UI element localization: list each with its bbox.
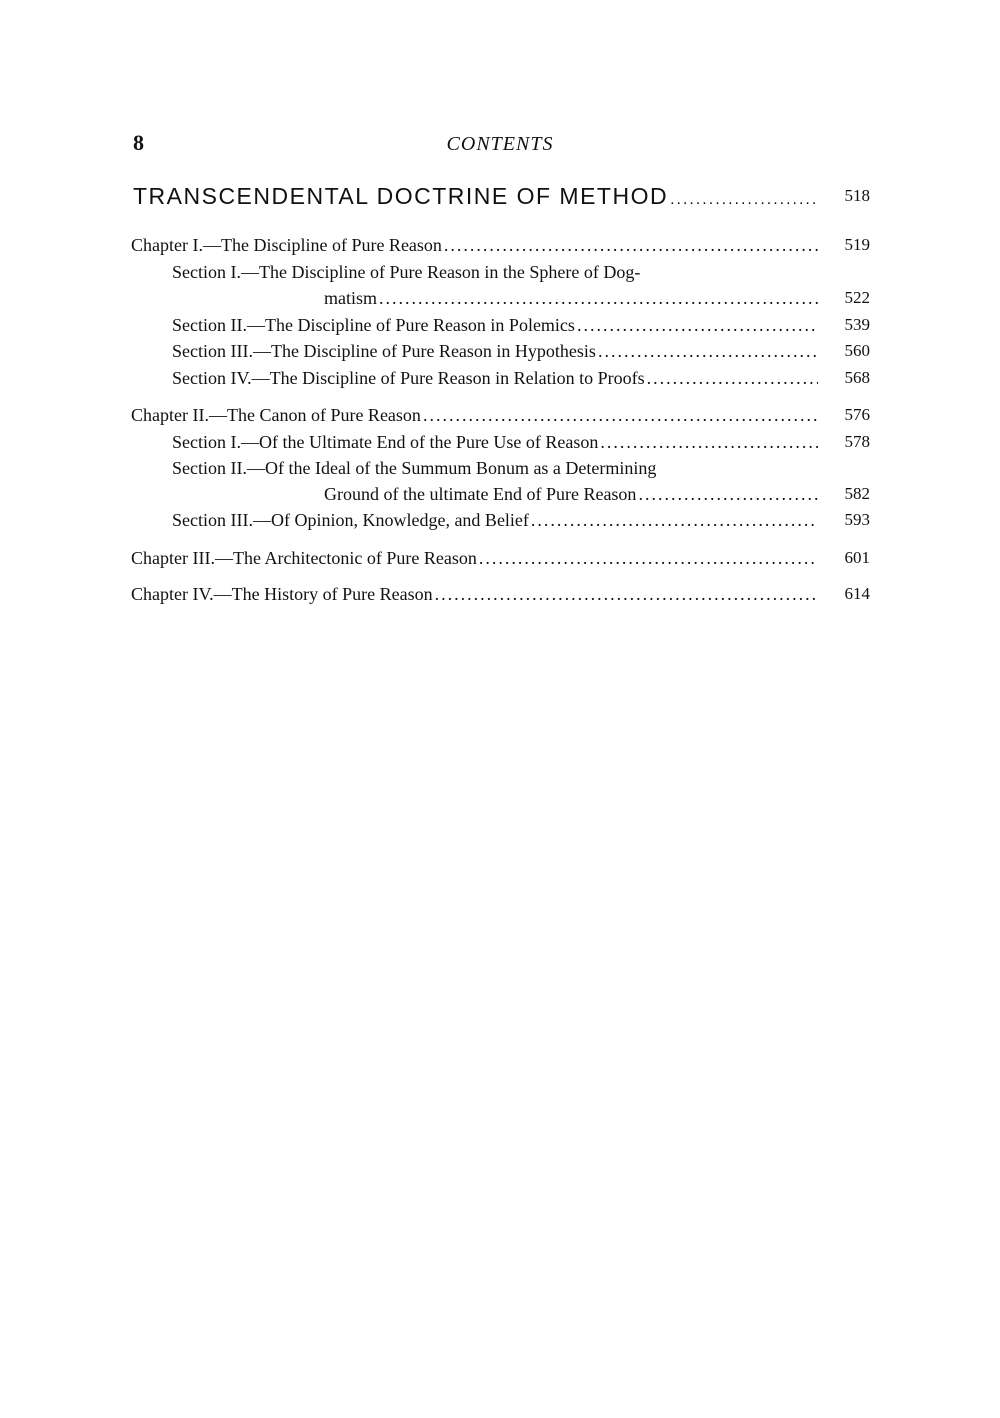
toc-page-number: 614 [844, 584, 870, 603]
toc-entry-title: Chapter III.—The Architectonic of Pure Reason [131, 548, 477, 568]
toc-entry-chapter [131, 405, 818, 426]
toc-page-number: 519 [844, 235, 870, 254]
toc-entry-section [172, 341, 818, 362]
leader-dots [435, 584, 818, 605]
toc-entry-continuation [324, 484, 818, 505]
toc-page-number: 582 [844, 484, 870, 503]
toc-entry-section [172, 432, 818, 453]
leader-dots [598, 341, 818, 362]
toc-entry-section [172, 368, 818, 389]
toc-entry-title: Section IV.—The Discipline of Pure Reason in Relation to Proofs [172, 368, 645, 388]
toc-entry-title: Chapter I.—The Discipline of Pure Reason [131, 235, 442, 255]
toc-page-number: 568 [844, 368, 870, 387]
toc-entry-section [172, 510, 818, 531]
toc-entry-chapter [131, 548, 818, 569]
leader-dots [379, 288, 818, 309]
toc-page-number: 601 [844, 548, 870, 567]
toc-entry-title: Section II.—Of the Ideal of the Summum Bonum as a Determining [172, 458, 657, 478]
toc-page-number: 539 [844, 315, 870, 334]
leader-dots [577, 315, 818, 336]
leader-dots [638, 484, 818, 505]
toc-entry-title-continued: Ground of the ultimate End of Pure Reason [324, 484, 637, 504]
toc-entry-section [172, 262, 640, 283]
toc-entry-title: Section I.—Of the Ultimate End of the Pure Use of Reason [172, 432, 599, 452]
toc-page-number: 560 [844, 341, 870, 360]
toc-page-number: 578 [844, 432, 870, 451]
toc-part-title: TRANSCENDENTAL DOCTRINE OF METHOD [133, 183, 669, 209]
leader-dots [670, 191, 818, 209]
leader-dots [531, 510, 818, 531]
leader-dots [600, 432, 818, 453]
leader-dots [423, 405, 818, 426]
toc-entry-section [172, 315, 818, 336]
running-head: CONTENTS [446, 133, 554, 155]
toc-entry-section [172, 458, 656, 479]
leader-dots [647, 368, 818, 389]
toc-page-number: 518 [844, 186, 870, 205]
toc-page-number: 522 [844, 288, 870, 307]
toc-entry-title: Section II.—The Discipline of Pure Reason in Polemics [172, 315, 575, 335]
toc-entry-title-continued: matism [324, 288, 377, 308]
toc-entry-continuation [324, 288, 818, 309]
toc-page-number: 593 [844, 510, 870, 529]
toc-entry-chapter [131, 235, 818, 256]
toc-entry-chapter [131, 584, 818, 605]
toc-part-heading [133, 183, 818, 210]
toc-entry-title: Section I.—The Discipline of Pure Reason in the Sphere of Dog- [172, 262, 641, 282]
page-number: 8 [133, 130, 144, 155]
toc-entry-title: Section III.—The Discipline of Pure Reason in Hypothesis [172, 341, 596, 361]
toc-entry-title: Chapter II.—The Canon of Pure Reason [131, 405, 421, 425]
leader-dots [444, 235, 818, 256]
leader-dots [479, 548, 818, 569]
toc-entry-title: Section III.—Of Opinion, Knowledge, and Belief [172, 510, 529, 530]
toc-entry-title: Chapter IV.—The History of Pure Reason [131, 584, 433, 604]
toc-page-number: 576 [844, 405, 870, 424]
